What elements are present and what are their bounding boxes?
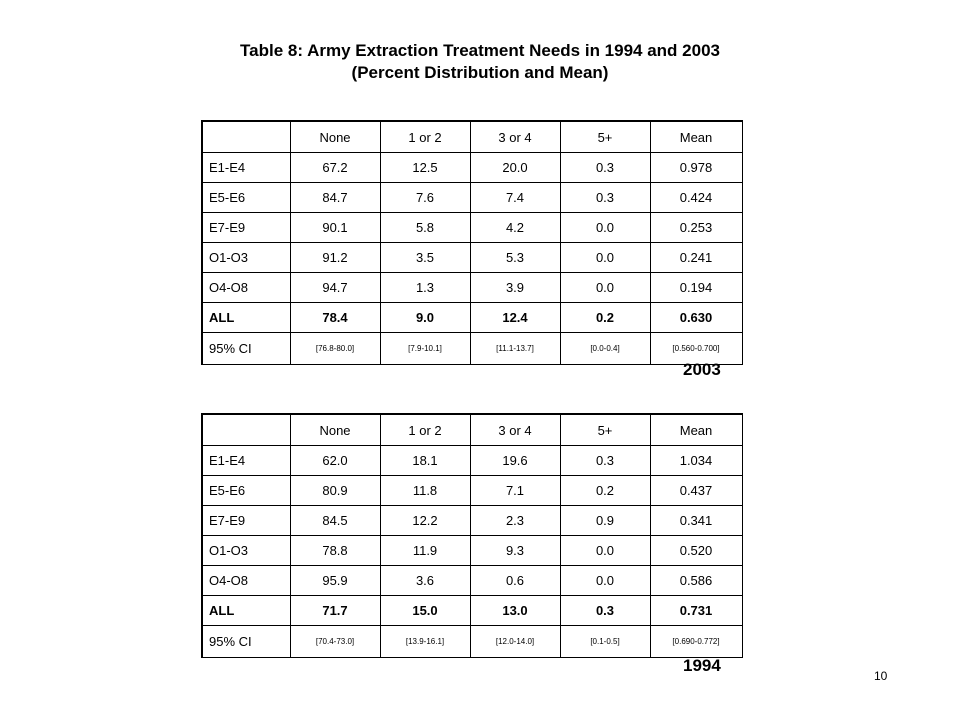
- table-cell: 84.7: [290, 183, 380, 213]
- year-label-1994: 1994: [683, 656, 721, 675]
- table-cell: 90.1: [290, 213, 380, 243]
- table-cell: 91.2: [290, 243, 380, 273]
- table-cell: 78.4: [290, 303, 380, 333]
- row-label: E1-E4: [202, 153, 290, 183]
- table-cell: 0.3: [560, 596, 650, 626]
- table-cell: 0.0: [560, 536, 650, 566]
- table-cell: 19.6: [470, 446, 560, 476]
- table-cell: 0.241: [650, 243, 742, 273]
- table-cell: [0.560-0.700]: [650, 333, 742, 365]
- table-cell: 7.4: [470, 183, 560, 213]
- row-label: O1-O3: [202, 536, 290, 566]
- table-row: [202, 303, 742, 333]
- table-cell: 11.8: [380, 476, 470, 506]
- table-cell: 0.253: [650, 213, 742, 243]
- column-header: 3 or 4: [470, 414, 560, 446]
- table-cell: 62.0: [290, 446, 380, 476]
- table-row: [202, 566, 742, 596]
- table-cell: 0.630: [650, 303, 742, 333]
- table-1994: [201, 413, 743, 658]
- table-cell: 12.2: [380, 506, 470, 536]
- table-row: [202, 183, 742, 213]
- table-cell: 0.437: [650, 476, 742, 506]
- table-cell: 80.9: [290, 476, 380, 506]
- table-cell: 0.0: [560, 566, 650, 596]
- table-cell: 11.9: [380, 536, 470, 566]
- year-label-2003: 2003: [683, 360, 721, 379]
- table-cell: 3.9: [470, 273, 560, 303]
- table-row: [202, 153, 742, 183]
- table-cell: 1.3: [380, 273, 470, 303]
- table-cell: [76.8-80.0]: [290, 333, 380, 365]
- header-corner-cell: [202, 414, 290, 446]
- row-label: O1-O3: [202, 243, 290, 273]
- row-label: 95% CI: [202, 333, 290, 365]
- table-cell: 2.3: [470, 506, 560, 536]
- table-cell: 20.0: [470, 153, 560, 183]
- table-cell: 0.424: [650, 183, 742, 213]
- row-label: ALL: [202, 596, 290, 626]
- table-cell: 0.731: [650, 596, 742, 626]
- table-cell: 5.3: [470, 243, 560, 273]
- table-cell: 0.0: [560, 213, 650, 243]
- table-2003: [201, 120, 743, 365]
- row-label: E7-E9: [202, 506, 290, 536]
- row-label: O4-O8: [202, 273, 290, 303]
- table-cell: 9.3: [470, 536, 560, 566]
- table-header-row: [202, 121, 742, 153]
- table-cell: 5.8: [380, 213, 470, 243]
- column-header: None: [290, 121, 380, 153]
- table-cell: 0.586: [650, 566, 742, 596]
- table-cell: [13.9-16.1]: [380, 626, 470, 658]
- column-header: Mean: [650, 121, 742, 153]
- table-row: [202, 213, 742, 243]
- table-cell: 9.0: [380, 303, 470, 333]
- column-header: 1 or 2: [380, 121, 470, 153]
- table-cell: 13.0: [470, 596, 560, 626]
- table-row: [202, 476, 742, 506]
- table-cell: 12.5: [380, 153, 470, 183]
- table-cell: 95.9: [290, 566, 380, 596]
- table-cell: 0.3: [560, 446, 650, 476]
- table-cell: 0.2: [560, 476, 650, 506]
- table-cell: 67.2: [290, 153, 380, 183]
- table-row: [202, 243, 742, 273]
- row-label: E1-E4: [202, 446, 290, 476]
- table-cell: [70.4-73.0]: [290, 626, 380, 658]
- table-cell: 0.978: [650, 153, 742, 183]
- table-cell: [11.1-13.7]: [470, 333, 560, 365]
- table-cell: 0.9: [560, 506, 650, 536]
- column-header: 3 or 4: [470, 121, 560, 153]
- table-row: [202, 536, 742, 566]
- row-label: E7-E9: [202, 213, 290, 243]
- table-row: [202, 333, 742, 365]
- header-corner-cell: [202, 121, 290, 153]
- table-cell: 12.4: [470, 303, 560, 333]
- column-header: None: [290, 414, 380, 446]
- table-row: [202, 506, 742, 536]
- page-number: 10: [874, 669, 888, 683]
- table-cell: [0.0-0.4]: [560, 333, 650, 365]
- table-cell: 0.0: [560, 243, 650, 273]
- row-label: E5-E6: [202, 476, 290, 506]
- table-cell: 84.5: [290, 506, 380, 536]
- row-label: O4-O8: [202, 566, 290, 596]
- table-cell: 3.6: [380, 566, 470, 596]
- row-label: E5-E6: [202, 183, 290, 213]
- table-cell: 15.0: [380, 596, 470, 626]
- table-cell: 7.1: [470, 476, 560, 506]
- table-cell: [7.9-10.1]: [380, 333, 470, 365]
- table-row: [202, 596, 742, 626]
- table-cell: 94.7: [290, 273, 380, 303]
- title-line-2: (Percent Distribution and Mean): [351, 63, 609, 82]
- table-cell: 0.520: [650, 536, 742, 566]
- table-row: [202, 273, 742, 303]
- table-cell: 1.034: [650, 446, 742, 476]
- table-cell: 7.6: [380, 183, 470, 213]
- table-cell: 0.341: [650, 506, 742, 536]
- table-cell: 78.8: [290, 536, 380, 566]
- title-line-1: Table 8: Army Extraction Treatment Needs in 1994 and 2003: [240, 41, 720, 60]
- table-row: [202, 626, 742, 658]
- column-header: Mean: [650, 414, 742, 446]
- table-cell: [12.0-14.0]: [470, 626, 560, 658]
- table-cell: [0.690-0.772]: [650, 626, 742, 658]
- column-header: 5+: [560, 414, 650, 446]
- table-cell: [0.1-0.5]: [560, 626, 650, 658]
- row-label: ALL: [202, 303, 290, 333]
- table-cell: 18.1: [380, 446, 470, 476]
- row-label: 95% CI: [202, 626, 290, 658]
- table-row: [202, 446, 742, 476]
- table-cell: 0.0: [560, 273, 650, 303]
- column-header: 5+: [560, 121, 650, 153]
- table-cell: 4.2: [470, 213, 560, 243]
- table-cell: 0.194: [650, 273, 742, 303]
- column-header: 1 or 2: [380, 414, 470, 446]
- table-cell: 3.5: [380, 243, 470, 273]
- table-header-row: [202, 414, 742, 446]
- table-cell: 0.6: [470, 566, 560, 596]
- table-cell: 71.7: [290, 596, 380, 626]
- table-cell: 0.3: [560, 183, 650, 213]
- table-cell: 0.3: [560, 153, 650, 183]
- table-cell: 0.2: [560, 303, 650, 333]
- document-title: [0, 40, 960, 84]
